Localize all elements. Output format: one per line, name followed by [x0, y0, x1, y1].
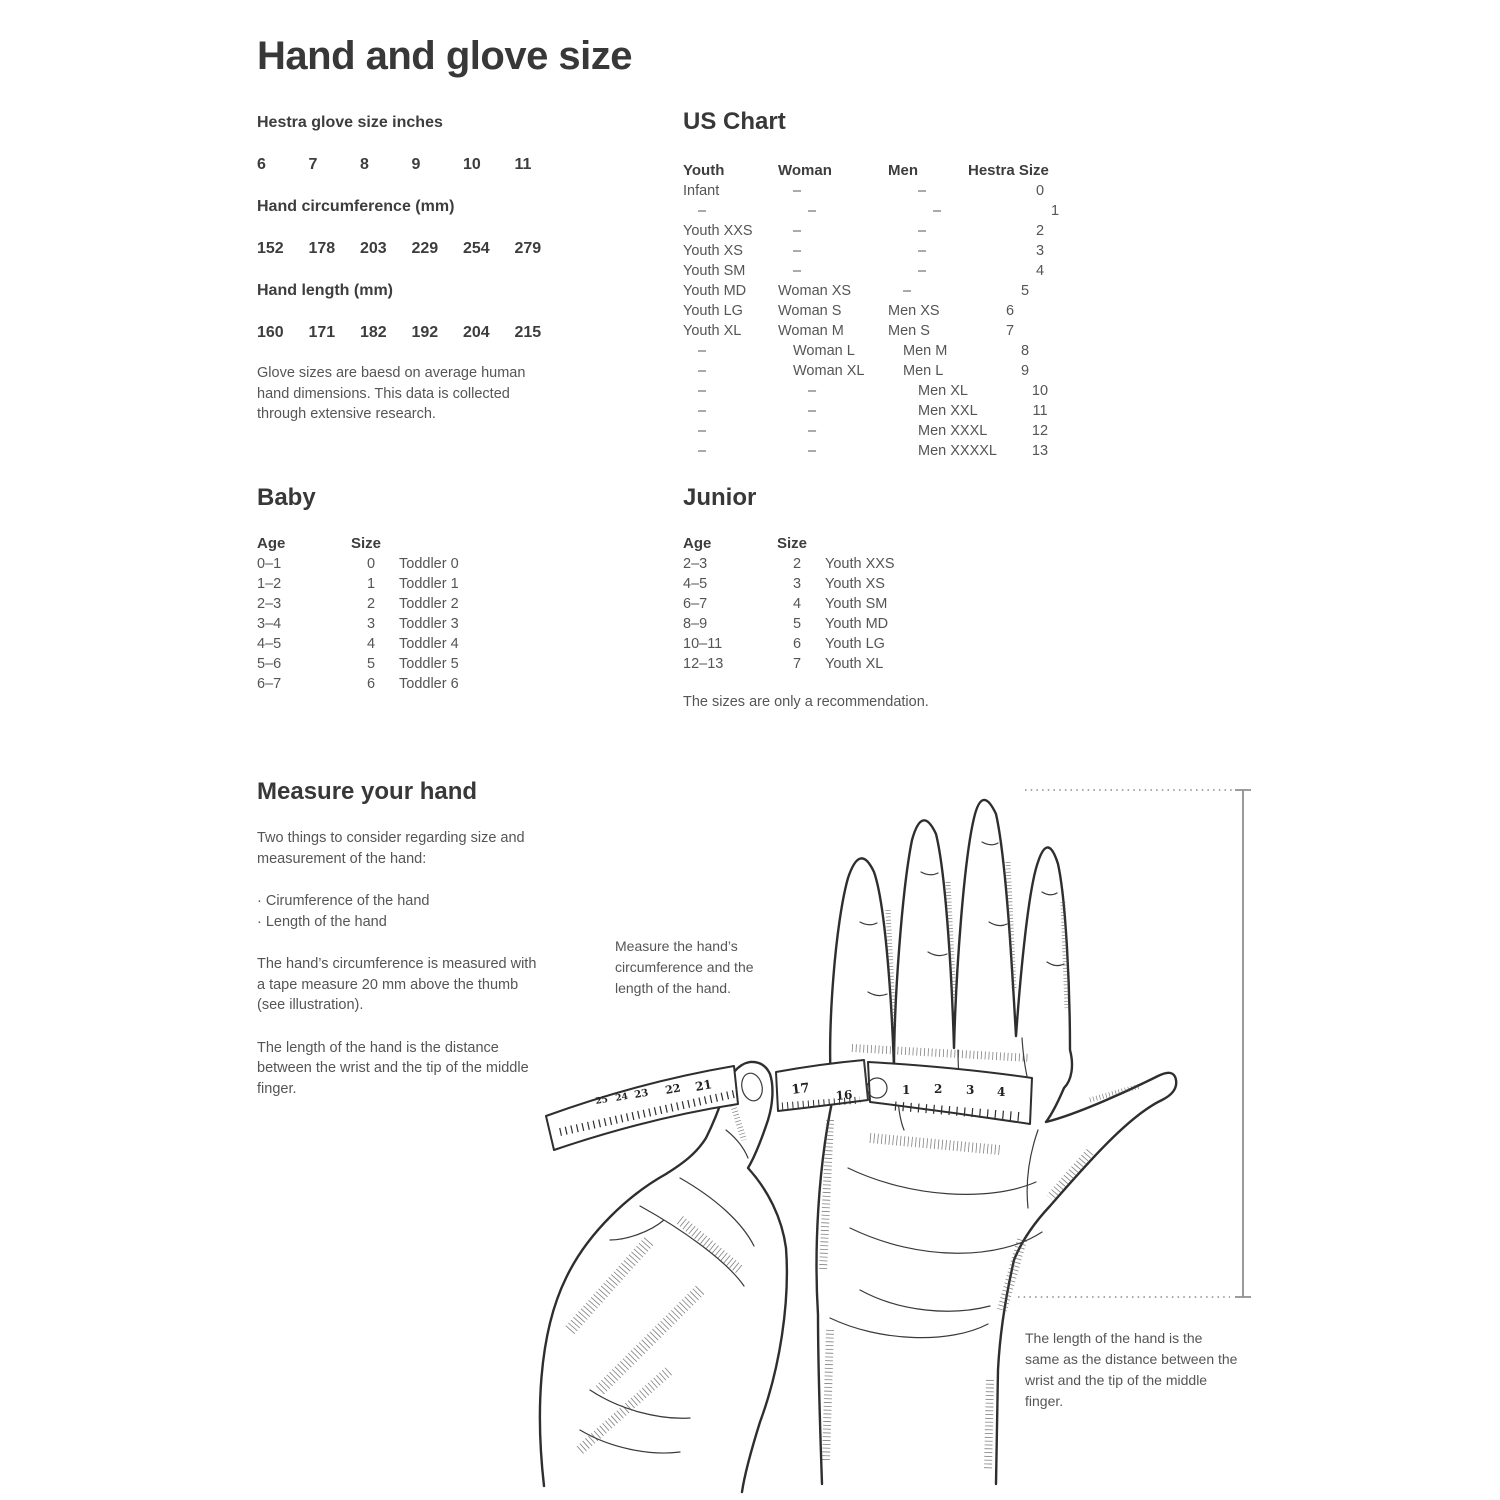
length-value: 204 [463, 324, 490, 341]
measure-bullet: · Cirumference of the hand [257, 891, 547, 912]
junior-row: 12–13 7 Youth XL [683, 656, 884, 672]
circumference-value: 178 [308, 240, 336, 257]
tape-number: 1 [902, 1083, 911, 1097]
junior-note: The sizes are only a recommendation. [683, 694, 929, 710]
baby-row: 5–6 5 Toddler 5 [257, 656, 459, 672]
measure-title: Measure your hand [257, 778, 478, 805]
us-chart-row: Infant – – 0 [683, 183, 1045, 199]
baby-header [257, 534, 459, 554]
junior-title: Junior [683, 484, 757, 511]
glove-size-value: 6 [257, 156, 266, 173]
measure-para-length: The length of the hand is the distance between the wrist and the tip of the middle finger. [257, 1039, 529, 1097]
us-chart-row: – – Men XXL 11 [698, 403, 1048, 419]
caption-circumference: Measure the hand’s circumference and the length of the hand. [615, 938, 754, 996]
length-values [257, 323, 577, 343]
length-value: 192 [411, 324, 439, 341]
tape-number: 3 [966, 1083, 975, 1097]
tape-number: 4 [997, 1085, 1006, 1099]
length-value: 171 [308, 324, 336, 341]
measure-para-circumference: The hand’s circumference is measured with a tape measure 20 mm above the thumb (see illustration). [257, 956, 537, 1013]
tape-number: 23 [633, 1087, 650, 1101]
us-chart-row: – – Men XXXL 12 [698, 423, 1049, 439]
caption-length: The length of the hand is the same as the distance between the wrist and the tip of the middle finger. [1025, 1330, 1238, 1409]
tape-number: 16 [835, 1087, 853, 1103]
us-chart-row: Youth MD Woman XS – 5 [683, 283, 1030, 299]
us-chart-row: – Woman XL Men L 9 [698, 363, 1030, 379]
tape-number: 17 [790, 1080, 811, 1098]
length-label: Hand length (mm) [257, 282, 393, 299]
glove-size-value: 10 [463, 156, 481, 173]
circumference-values [257, 239, 577, 259]
baby-section [257, 484, 459, 694]
size-scale-note: Glove sizes are baesd on average human hand dimensions. This data is collected through extensive research. [257, 365, 526, 422]
circumference-value: 229 [411, 240, 439, 257]
junior-row: 8–9 5 Youth MD [683, 616, 889, 632]
col-age: Age [257, 535, 286, 552]
col-age: Age [683, 535, 712, 552]
us-chart-row: Youth XXS – – 2 [683, 223, 1045, 239]
us-chart-row: Youth SM – – 4 [683, 263, 1045, 279]
baby-row: 2–3 2 Toddler 2 [257, 596, 459, 612]
us-chart-row: Youth LG Woman S Men XS 6 [683, 303, 1015, 319]
length-value: 215 [514, 324, 542, 341]
col-youth: Youth [683, 162, 725, 179]
glove-size-value: 11 [514, 156, 532, 173]
length-value: 160 [257, 324, 284, 341]
col-size: Size [777, 535, 808, 552]
baby-row: 3–4 3 Toddler 3 [257, 616, 459, 632]
tape-number: 24 [614, 1091, 629, 1104]
glove-size-value: 8 [360, 156, 369, 173]
measure-bullet: · Length of the hand [257, 912, 547, 933]
circumference-value: 203 [360, 240, 387, 257]
size-scale-section [257, 113, 577, 425]
baby-row: 4–5 4 Toddler 4 [257, 636, 459, 652]
baby-row: 1–2 1 Toddler 1 [257, 576, 459, 592]
junior-header [683, 534, 929, 554]
col-men: Men [888, 162, 918, 179]
col-hestra-size: Hestra Size [968, 162, 1049, 179]
us-chart-header [683, 161, 1097, 181]
us-chart-section [683, 108, 1097, 461]
measure-section [257, 778, 547, 1099]
tape-number: 21 [694, 1077, 713, 1094]
us-chart-row: – – Men XXXXL 13 [698, 443, 1049, 459]
glove-size-label: Hestra glove size inches [257, 114, 443, 131]
length-measurement-line [1235, 790, 1251, 1297]
measure-bullets [257, 891, 547, 932]
baby-table [257, 554, 459, 694]
tape-number: 22 [664, 1081, 682, 1097]
baby-title: Baby [257, 484, 316, 511]
tape-number: 2 [934, 1082, 943, 1096]
junior-row: 2–3 2 Youth XXS [683, 556, 895, 572]
circumference-value: 254 [463, 240, 490, 257]
us-chart-title: US Chart [683, 108, 786, 135]
tape-number: 25 [594, 1094, 609, 1107]
junior-row: 4–5 3 Youth XS [683, 576, 885, 592]
junior-section [683, 484, 929, 713]
us-chart-row: Youth XL Woman M Men S 7 [683, 323, 1015, 339]
measure-intro: Two things to consider regarding size and measurement of the hand: [257, 830, 525, 867]
glove-size-values [257, 155, 577, 175]
page-title: Hand and glove size [257, 34, 633, 78]
col-woman: Woman [778, 162, 832, 179]
us-chart-table [683, 181, 1097, 461]
glove-size-value: 9 [411, 156, 421, 173]
length-value: 182 [360, 324, 387, 341]
baby-row: 6–7 6 Toddler 6 [257, 676, 459, 692]
circumference-value: 152 [257, 240, 284, 257]
circumference-label: Hand circumference (mm) [257, 198, 455, 215]
col-size: Size [351, 535, 382, 552]
junior-row: 6–7 4 Youth SM [683, 596, 888, 612]
us-chart-row: – – Men XL 10 [698, 383, 1049, 399]
baby-row: 0–1 0 Toddler 0 [257, 556, 459, 572]
junior-table [683, 554, 929, 674]
us-chart-row: Youth XS – – 3 [683, 243, 1045, 259]
junior-row: 10–11 6 Youth LG [683, 636, 885, 652]
us-chart-row: – Woman L Men M 8 [698, 343, 1030, 359]
us-chart-row: – – – 1 [698, 203, 1060, 219]
circumference-value: 279 [514, 240, 542, 257]
glove-size-value: 7 [308, 156, 318, 173]
